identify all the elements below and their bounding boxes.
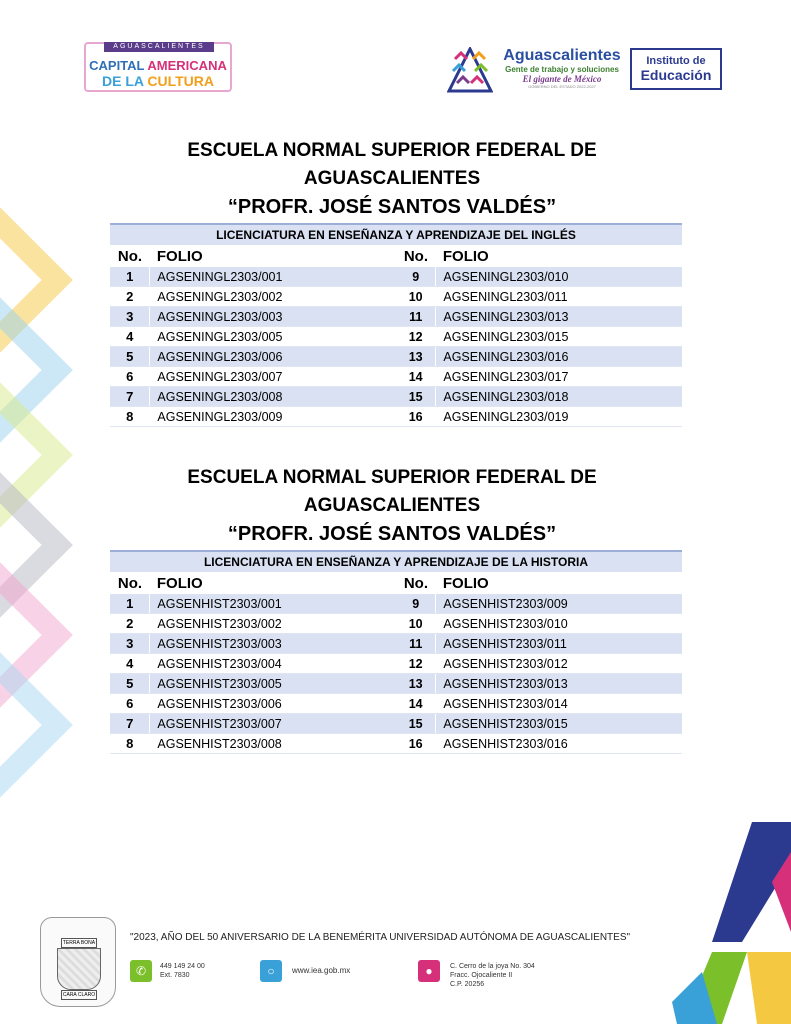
row-number: 13	[396, 347, 436, 367]
table-row	[110, 367, 682, 387]
row-number: 12	[396, 654, 436, 674]
aguascalientes-mark-icon	[447, 47, 493, 93]
phone-ext: Ext. 7830	[160, 972, 190, 979]
row-number: 2	[110, 614, 150, 634]
col-folio: FOLIO	[156, 247, 203, 265]
row-number: 11	[396, 634, 436, 654]
table-row	[110, 387, 682, 407]
aguascalientes-logo-text	[498, 47, 626, 89]
logo-line-2: DE LA CULTURA	[102, 73, 214, 89]
section-title	[106, 137, 678, 221]
folio-cell: AGSENINGL2303/011	[436, 287, 682, 307]
program-header: LICENCIATURA EN ENSEÑANZA Y APRENDIZAJE DEL INGLÉS	[110, 223, 682, 245]
phone-info	[160, 962, 205, 980]
footer-motto: "2023, AÑO DEL 50 ANIVERSARIO DE LA BENEMÉRITA UNIVERSIDAD AUTÓNOMA DE AGUASCALIENTES"	[130, 932, 631, 943]
row-number: 7	[110, 714, 150, 734]
corner-a-logo-icon	[672, 822, 791, 1024]
row-number: 12	[396, 327, 436, 347]
title-line-3: “PROFR. JOSÉ SANTOS VALDÉS”	[227, 523, 557, 545]
row-number: 9	[396, 267, 436, 287]
table-row	[110, 734, 682, 754]
table-row	[110, 674, 682, 694]
row-number: 5	[110, 347, 150, 367]
title-line-2: AGUASCALIENTES	[303, 495, 481, 516]
title-line-1: ESCUELA NORMAL SUPERIOR FEDERAL DE	[187, 467, 597, 488]
capital-americana-cultura-logo	[84, 42, 232, 92]
folio-cell: AGSENHIST2303/015	[436, 714, 682, 734]
table-row	[110, 347, 682, 367]
row-number: 11	[396, 307, 436, 327]
ags-name: Aguascalientes	[503, 47, 621, 64]
location-pin-icon: ●	[418, 960, 440, 982]
table-row	[110, 267, 682, 287]
folio-cell: AGSENHIST2303/016	[436, 734, 682, 754]
instituto-educacion-logo	[630, 48, 722, 90]
folio-cell: AGSENINGL2303/018	[436, 387, 682, 407]
col-no: No.	[117, 574, 143, 592]
title-line-2: AGUASCALIENTES	[303, 168, 481, 189]
folio-cell: AGSENINGL2303/001	[150, 267, 396, 287]
folio-cell: AGSENHIST2303/009	[436, 594, 682, 614]
table-row	[110, 714, 682, 734]
folio-cell: AGSENINGL2303/008	[150, 387, 396, 407]
address-line-1: C. Cerro de la joya No. 304	[450, 963, 535, 970]
folio-cell: AGSENHIST2303/002	[150, 614, 396, 634]
row-number: 14	[396, 694, 436, 714]
row-number: 10	[396, 614, 436, 634]
folio-cell: AGSENHIST2303/005	[150, 674, 396, 694]
table-row	[110, 327, 682, 347]
row-number: 4	[110, 654, 150, 674]
col-folio: FOLIO	[442, 247, 489, 265]
folio-cell: AGSENINGL2303/010	[436, 267, 682, 287]
folio-cell: AGSENINGL2303/003	[150, 307, 396, 327]
col-no: No.	[117, 247, 143, 265]
row-number: 9	[396, 594, 436, 614]
table-row	[110, 407, 682, 427]
row-number: 16	[396, 407, 436, 427]
row-number: 10	[396, 287, 436, 307]
row-number: 15	[396, 387, 436, 407]
folio-table	[110, 572, 682, 754]
folio-cell: AGSENINGL2303/002	[150, 287, 396, 307]
seal-shield-icon	[57, 948, 101, 990]
col-no: No.	[403, 574, 429, 592]
folio-cell: AGSENHIST2303/010	[436, 614, 682, 634]
table-row	[110, 307, 682, 327]
col-folio: FOLIO	[156, 574, 203, 592]
table-row	[110, 654, 682, 674]
folio-cell: AGSENHIST2303/008	[150, 734, 396, 754]
iea-line-1: Instituto de	[646, 55, 706, 67]
folio-cell: AGSENHIST2303/006	[150, 694, 396, 714]
folio-cell: AGSENINGL2303/013	[436, 307, 682, 327]
table-row	[110, 634, 682, 654]
phone-icon: ✆	[130, 960, 152, 982]
row-number: 8	[110, 734, 150, 754]
folio-cell: AGSENHIST2303/001	[150, 594, 396, 614]
globe-icon: ○	[260, 960, 282, 982]
folio-cell: AGSENHIST2303/014	[436, 694, 682, 714]
folio-cell: AGSENHIST2303/012	[436, 654, 682, 674]
folio-cell: AGSENHIST2303/007	[150, 714, 396, 734]
state-seal	[40, 917, 116, 1007]
folio-cell: AGSENINGL2303/007	[150, 367, 396, 387]
logo-line-1: CAPITAL AMERICANA	[89, 58, 227, 73]
ags-tagline: Gente de trabajo y soluciones	[505, 65, 619, 74]
address-info	[450, 962, 535, 989]
folio-cell: AGSENINGL2303/006	[150, 347, 396, 367]
folio-cell: AGSENHIST2303/011	[436, 634, 682, 654]
table-row	[110, 614, 682, 634]
folio-cell: AGSENINGL2303/017	[436, 367, 682, 387]
website-link[interactable]: www.iea.gob.mx	[292, 966, 351, 975]
row-number: 6	[110, 367, 150, 387]
folio-cell: AGSENINGL2303/019	[436, 407, 682, 427]
row-number: 2	[110, 287, 150, 307]
table-row	[110, 594, 682, 614]
section-historia	[110, 464, 682, 754]
row-number: 3	[110, 634, 150, 654]
logo-top-band: AGUASCALIENTES	[104, 42, 214, 52]
row-number: 13	[396, 674, 436, 694]
folio-cell: AGSENINGL2303/005	[150, 327, 396, 347]
row-number: 15	[396, 714, 436, 734]
phone-number: 449 149 24 00	[160, 963, 205, 970]
program-header: LICENCIATURA EN ENSEÑANZA Y APRENDIZAJE DE LA HISTORIA	[110, 550, 682, 572]
folio-cell: AGSENINGL2303/009	[150, 407, 396, 427]
folio-cell: AGSENINGL2303/016	[436, 347, 682, 367]
folio-cell: AGSENHIST2303/013	[436, 674, 682, 694]
row-number: 1	[110, 267, 150, 287]
ags-small: GOBIERNO DEL ESTADO 2022-2027	[528, 84, 596, 89]
table-row	[110, 694, 682, 714]
row-number: 7	[110, 387, 150, 407]
folio-table	[110, 245, 682, 427]
row-number: 5	[110, 674, 150, 694]
folio-cell: AGSENHIST2303/004	[150, 654, 396, 674]
address-line-2: Fracc. Ojocaliente II	[450, 972, 513, 979]
row-number: 1	[110, 594, 150, 614]
row-number: 4	[110, 327, 150, 347]
col-no: No.	[403, 247, 429, 265]
title-line-1: ESCUELA NORMAL SUPERIOR FEDERAL DE	[187, 140, 597, 161]
row-number: 8	[110, 407, 150, 427]
table-row	[110, 287, 682, 307]
title-line-3: “PROFR. JOSÉ SANTOS VALDÉS”	[227, 196, 557, 218]
row-number: 3	[110, 307, 150, 327]
folio-cell: AGSENHIST2303/003	[150, 634, 396, 654]
folio-cell: AGSENINGL2303/015	[436, 327, 682, 347]
row-number: 14	[396, 367, 436, 387]
section-title	[106, 464, 678, 548]
col-folio: FOLIO	[442, 574, 489, 592]
ags-slogan: El gigante de México	[522, 74, 602, 84]
section-ingles	[110, 137, 682, 427]
address-line-3: C.P. 20256	[450, 981, 485, 988]
iea-line-2: Educación	[640, 67, 712, 83]
row-number: 6	[110, 694, 150, 714]
seal-bottom-text: CARA CLARO	[62, 992, 96, 998]
row-number: 16	[396, 734, 436, 754]
seal-top-text: TERRA BONA	[62, 940, 96, 946]
